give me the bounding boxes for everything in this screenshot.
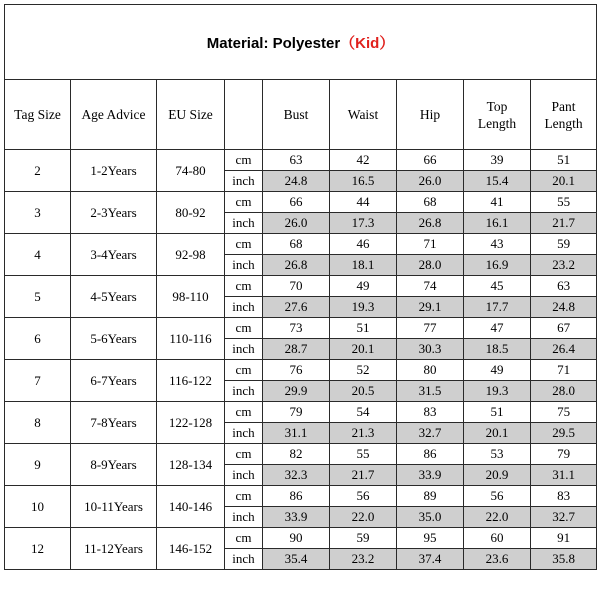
bust-inch-cell: 28.7 xyxy=(263,339,330,360)
tag-size-cell: 8 xyxy=(5,402,71,444)
unit-cm-cell: cm xyxy=(225,150,263,171)
bust-cm-cell: 76 xyxy=(263,360,330,381)
top-length-inch-cell: 16.9 xyxy=(464,255,531,276)
waist-cm-cell: 46 xyxy=(330,234,397,255)
table-row xyxy=(5,528,597,549)
pant-length-cm-cell: 51 xyxy=(531,150,597,171)
age-advice-cell: 4-5Years xyxy=(71,276,157,318)
waist-inch-cell: 20.1 xyxy=(330,339,397,360)
bust-inch-cell: 29.9 xyxy=(263,381,330,402)
header-age-advice: Age Advice xyxy=(71,80,157,150)
title-material: Material: Polyester xyxy=(206,34,341,52)
bust-inch-cell: 26.0 xyxy=(263,213,330,234)
bust-cm-cell: 63 xyxy=(263,150,330,171)
eu-size-cell: 80-92 xyxy=(157,192,225,234)
unit-cm-cell: cm xyxy=(225,486,263,507)
waist-inch-cell: 17.3 xyxy=(330,213,397,234)
unit-inch-cell: inch xyxy=(225,213,263,234)
tag-size-cell: 9 xyxy=(5,444,71,486)
hip-inch-cell: 29.1 xyxy=(397,297,464,318)
unit-cm-cell: cm xyxy=(225,444,263,465)
waist-cm-cell: 52 xyxy=(330,360,397,381)
waist-cm-cell: 51 xyxy=(330,318,397,339)
top-length-inch-cell: 20.1 xyxy=(464,423,531,444)
top-length-cm-cell: 45 xyxy=(464,276,531,297)
waist-inch-cell: 21.3 xyxy=(330,423,397,444)
hip-cm-cell: 95 xyxy=(397,528,464,549)
top-length-inch-cell: 17.7 xyxy=(464,297,531,318)
eu-size-cell: 140-146 xyxy=(157,486,225,528)
unit-cm-cell: cm xyxy=(225,318,263,339)
hip-cm-cell: 68 xyxy=(397,192,464,213)
tag-size-cell: 6 xyxy=(5,318,71,360)
eu-size-cell: 122-128 xyxy=(157,402,225,444)
table-row xyxy=(5,444,597,465)
age-advice-cell: 5-6Years xyxy=(71,318,157,360)
pant-length-cm-cell: 55 xyxy=(531,192,597,213)
pant-length-inch-cell: 28.0 xyxy=(531,381,597,402)
eu-size-cell: 146-152 xyxy=(157,528,225,570)
pant-length-inch-cell: 23.2 xyxy=(531,255,597,276)
title-row xyxy=(5,5,597,80)
hip-cm-cell: 71 xyxy=(397,234,464,255)
age-advice-cell: 2-3Years xyxy=(71,192,157,234)
title-kid: （Kid） xyxy=(340,34,395,52)
eu-size-cell: 110-116 xyxy=(157,318,225,360)
header-pant-length-line1: Pant xyxy=(551,98,576,114)
unit-inch-cell: inch xyxy=(225,171,263,192)
waist-inch-cell: 22.0 xyxy=(330,507,397,528)
unit-cm-cell: cm xyxy=(225,234,263,255)
waist-cm-cell: 42 xyxy=(330,150,397,171)
header-eu-size: EU Size xyxy=(157,80,225,150)
age-advice-cell: 8-9Years xyxy=(71,444,157,486)
age-advice-cell: 11-12Years xyxy=(71,528,157,570)
hip-inch-cell: 32.7 xyxy=(397,423,464,444)
top-length-inch-cell: 19.3 xyxy=(464,381,531,402)
size-table xyxy=(4,4,597,570)
pant-length-inch-cell: 29.5 xyxy=(531,423,597,444)
waist-cm-cell: 56 xyxy=(330,486,397,507)
unit-inch-cell: inch xyxy=(225,255,263,276)
top-length-inch-cell: 16.1 xyxy=(464,213,531,234)
hip-inch-cell: 33.9 xyxy=(397,465,464,486)
waist-cm-cell: 55 xyxy=(330,444,397,465)
waist-inch-cell: 19.3 xyxy=(330,297,397,318)
top-length-cm-cell: 43 xyxy=(464,234,531,255)
top-length-inch-cell: 23.6 xyxy=(464,549,531,570)
pant-length-cm-cell: 91 xyxy=(531,528,597,549)
pant-length-inch-cell: 24.8 xyxy=(531,297,597,318)
pant-length-inch-cell: 21.7 xyxy=(531,213,597,234)
age-advice-cell: 1-2Years xyxy=(71,150,157,192)
age-advice-cell: 3-4Years xyxy=(71,234,157,276)
hip-cm-cell: 66 xyxy=(397,150,464,171)
pant-length-cm-cell: 75 xyxy=(531,402,597,423)
header-bust: Bust xyxy=(263,80,330,150)
table-title xyxy=(5,5,597,80)
tag-size-cell: 12 xyxy=(5,528,71,570)
hip-inch-cell: 35.0 xyxy=(397,507,464,528)
top-length-cm-cell: 60 xyxy=(464,528,531,549)
header-waist: Waist xyxy=(330,80,397,150)
bust-inch-cell: 27.6 xyxy=(263,297,330,318)
waist-inch-cell: 23.2 xyxy=(330,549,397,570)
top-length-cm-cell: 53 xyxy=(464,444,531,465)
bust-cm-cell: 73 xyxy=(263,318,330,339)
hip-cm-cell: 77 xyxy=(397,318,464,339)
table-row xyxy=(5,486,597,507)
header-pant-length xyxy=(531,80,597,150)
table-row xyxy=(5,402,597,423)
unit-inch-cell: inch xyxy=(225,423,263,444)
unit-inch-cell: inch xyxy=(225,339,263,360)
age-advice-cell: 7-8Years xyxy=(71,402,157,444)
hip-inch-cell: 28.0 xyxy=(397,255,464,276)
waist-cm-cell: 44 xyxy=(330,192,397,213)
tag-size-cell: 3 xyxy=(5,192,71,234)
bust-cm-cell: 79 xyxy=(263,402,330,423)
unit-inch-cell: inch xyxy=(225,297,263,318)
eu-size-cell: 74-80 xyxy=(157,150,225,192)
waist-inch-cell: 20.5 xyxy=(330,381,397,402)
table-row xyxy=(5,234,597,255)
unit-cm-cell: cm xyxy=(225,528,263,549)
top-length-cm-cell: 56 xyxy=(464,486,531,507)
table-row xyxy=(5,360,597,381)
top-length-cm-cell: 49 xyxy=(464,360,531,381)
pant-length-cm-cell: 67 xyxy=(531,318,597,339)
unit-cm-cell: cm xyxy=(225,192,263,213)
bust-cm-cell: 68 xyxy=(263,234,330,255)
hip-inch-cell: 26.8 xyxy=(397,213,464,234)
eu-size-cell: 98-110 xyxy=(157,276,225,318)
waist-inch-cell: 18.1 xyxy=(330,255,397,276)
top-length-cm-cell: 51 xyxy=(464,402,531,423)
unit-inch-cell: inch xyxy=(225,549,263,570)
age-advice-cell: 6-7Years xyxy=(71,360,157,402)
table-row xyxy=(5,192,597,213)
header-hip: Hip xyxy=(397,80,464,150)
pant-length-inch-cell: 35.8 xyxy=(531,549,597,570)
unit-cm-cell: cm xyxy=(225,276,263,297)
unit-cm-cell: cm xyxy=(225,360,263,381)
table-row xyxy=(5,276,597,297)
bust-cm-cell: 82 xyxy=(263,444,330,465)
pant-length-cm-cell: 83 xyxy=(531,486,597,507)
unit-inch-cell: inch xyxy=(225,507,263,528)
size-chart xyxy=(4,4,597,570)
bust-inch-cell: 33.9 xyxy=(263,507,330,528)
age-advice-cell: 10-11Years xyxy=(71,486,157,528)
top-length-cm-cell: 47 xyxy=(464,318,531,339)
pant-length-inch-cell: 20.1 xyxy=(531,171,597,192)
eu-size-cell: 116-122 xyxy=(157,360,225,402)
eu-size-cell: 92-98 xyxy=(157,234,225,276)
bust-cm-cell: 86 xyxy=(263,486,330,507)
hip-cm-cell: 83 xyxy=(397,402,464,423)
pant-length-cm-cell: 59 xyxy=(531,234,597,255)
hip-inch-cell: 26.0 xyxy=(397,171,464,192)
top-length-inch-cell: 22.0 xyxy=(464,507,531,528)
pant-length-inch-cell: 32.7 xyxy=(531,507,597,528)
unit-cm-cell: cm xyxy=(225,402,263,423)
waist-inch-cell: 16.5 xyxy=(330,171,397,192)
pant-length-cm-cell: 71 xyxy=(531,360,597,381)
tag-size-cell: 10 xyxy=(5,486,71,528)
top-length-cm-cell: 39 xyxy=(464,150,531,171)
bust-cm-cell: 66 xyxy=(263,192,330,213)
bust-inch-cell: 32.3 xyxy=(263,465,330,486)
hip-inch-cell: 31.5 xyxy=(397,381,464,402)
header-pant-length-line2: Length xyxy=(544,115,583,131)
bust-inch-cell: 31.1 xyxy=(263,423,330,444)
header-top-length-line2: Length xyxy=(477,115,517,131)
hip-cm-cell: 89 xyxy=(397,486,464,507)
bust-cm-cell: 70 xyxy=(263,276,330,297)
pant-length-inch-cell: 26.4 xyxy=(531,339,597,360)
waist-cm-cell: 54 xyxy=(330,402,397,423)
bust-cm-cell: 90 xyxy=(263,528,330,549)
top-length-cm-cell: 41 xyxy=(464,192,531,213)
header-top-length-line1: Top xyxy=(486,98,508,114)
pant-length-inch-cell: 31.1 xyxy=(531,465,597,486)
hip-inch-cell: 30.3 xyxy=(397,339,464,360)
waist-cm-cell: 49 xyxy=(330,276,397,297)
waist-cm-cell: 59 xyxy=(330,528,397,549)
header-top-length xyxy=(464,80,531,150)
table-row xyxy=(5,150,597,171)
eu-size-cell: 128-134 xyxy=(157,444,225,486)
bust-inch-cell: 26.8 xyxy=(263,255,330,276)
unit-inch-cell: inch xyxy=(225,465,263,486)
hip-cm-cell: 80 xyxy=(397,360,464,381)
header-tag-size: Tag Size xyxy=(5,80,71,150)
top-length-inch-cell: 20.9 xyxy=(464,465,531,486)
header-row xyxy=(5,80,597,150)
pant-length-cm-cell: 79 xyxy=(531,444,597,465)
bust-inch-cell: 24.8 xyxy=(263,171,330,192)
tag-size-cell: 7 xyxy=(5,360,71,402)
tag-size-cell: 5 xyxy=(5,276,71,318)
top-length-inch-cell: 15.4 xyxy=(464,171,531,192)
tag-size-cell: 2 xyxy=(5,150,71,192)
bust-inch-cell: 35.4 xyxy=(263,549,330,570)
table-row xyxy=(5,318,597,339)
tag-size-cell: 4 xyxy=(5,234,71,276)
header-unit xyxy=(225,80,263,150)
pant-length-cm-cell: 63 xyxy=(531,276,597,297)
waist-inch-cell: 21.7 xyxy=(330,465,397,486)
hip-cm-cell: 86 xyxy=(397,444,464,465)
hip-inch-cell: 37.4 xyxy=(397,549,464,570)
unit-inch-cell: inch xyxy=(225,381,263,402)
hip-cm-cell: 74 xyxy=(397,276,464,297)
top-length-inch-cell: 18.5 xyxy=(464,339,531,360)
